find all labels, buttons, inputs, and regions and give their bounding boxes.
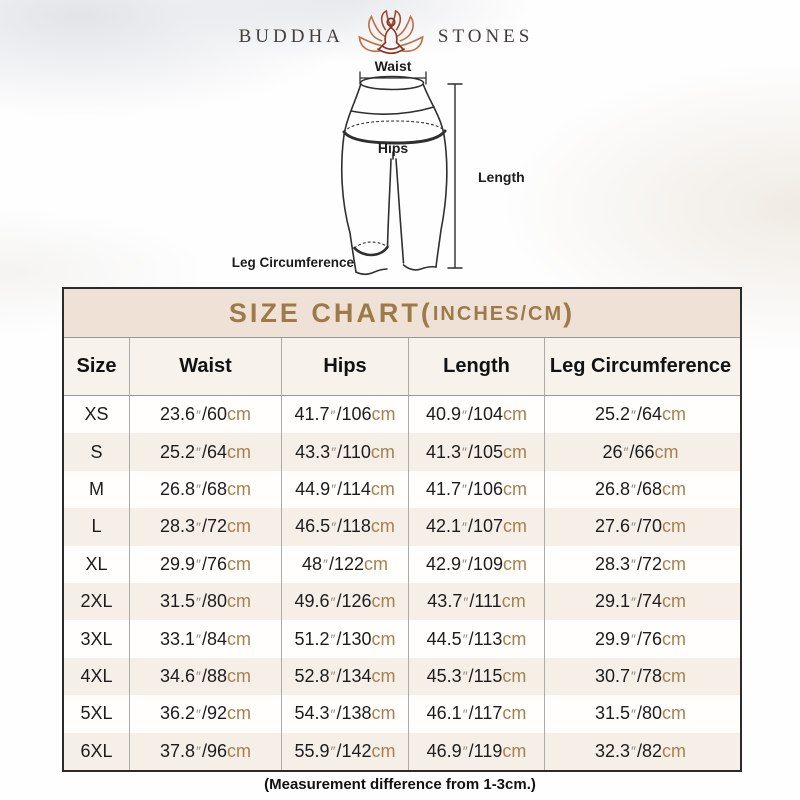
waist-value: 33.1 ″ /84 cm xyxy=(129,620,281,657)
brand-name-right: STONES xyxy=(437,26,534,47)
header-cell-size: Size xyxy=(76,355,117,377)
waist-value: 23.6 ″ /60 cm xyxy=(129,396,281,433)
hips-value: 48 ″ /122 cm xyxy=(281,546,408,583)
table-row-xs xyxy=(64,396,740,433)
length-value: 40.9 ″ /104 cm xyxy=(408,396,544,433)
waist-value: 29.9 ″ /76 cm xyxy=(129,546,281,583)
hips-value: 41.7 ″ /106 cm xyxy=(281,396,408,433)
header-cell-length: Length xyxy=(408,338,544,395)
size-value: 3XL xyxy=(80,628,113,649)
length-value: 46.1 ″ /117 cm xyxy=(408,695,544,732)
table-row-m xyxy=(64,471,740,508)
length-value: 44.5 ″ /113 cm xyxy=(408,620,544,657)
brand-name-left: BUDDHA xyxy=(238,26,344,47)
hips-value: 44.9 ″ /114 cm xyxy=(281,471,408,508)
waist-value: 31.5 ″ /80 cm xyxy=(129,583,281,620)
size-table-body xyxy=(64,396,740,770)
waist-label: Waist xyxy=(374,58,412,74)
leg-value: 29.9 ″ /76 cm xyxy=(544,620,736,657)
length-value: 45.3 ″ /115 cm xyxy=(408,658,544,695)
length-value: 41.7 ″ /106 cm xyxy=(408,471,544,508)
waist-value: 34.6 ″ /88 cm xyxy=(129,658,281,695)
measurement-note: (Measurement difference from 1-3cm.) xyxy=(264,776,536,793)
size-value: L xyxy=(91,516,102,537)
size-chart-title xyxy=(64,289,740,338)
leg-value: 30.7 ″ /78 cm xyxy=(544,658,736,695)
size-value: 5XL xyxy=(80,703,113,724)
waist-value: 28.3 ″ /72 cm xyxy=(129,508,281,545)
table-row-3xl xyxy=(64,620,740,657)
size-value: XS xyxy=(84,404,109,425)
table-row-4xl xyxy=(64,658,740,695)
size-value: XL xyxy=(85,553,108,574)
leg-value: 29.1 ″ /74 cm xyxy=(544,583,736,620)
title-unit: INCHES/CM xyxy=(432,303,564,325)
hips-value: 43.3 ″ /110 cm xyxy=(281,433,408,470)
size-value: M xyxy=(89,478,104,499)
waist-value: 37.8 ″ /96 cm xyxy=(129,733,281,770)
header-cell-hips: Hips xyxy=(281,338,408,395)
table-header-row xyxy=(64,338,740,396)
hips-value: 46.5 ″ /118 cm xyxy=(281,508,408,545)
table-row-l xyxy=(64,508,740,545)
leg-value: 26.8 ″ /68 cm xyxy=(544,471,736,508)
length-value: 46.9 ″ /119 cm xyxy=(408,733,544,770)
length-label: Length xyxy=(478,169,525,185)
title-suffix: ) xyxy=(563,297,576,328)
size-value: S xyxy=(90,441,103,462)
size-value: 2XL xyxy=(80,591,113,612)
hips-value: 49.6 ″ /126 cm xyxy=(281,583,408,620)
leg-value: 25.2 ″ /64 cm xyxy=(544,396,736,433)
header-cell-leg-circumference: Leg Circumference xyxy=(544,338,736,395)
size-chart-table xyxy=(62,287,742,772)
table-row-6xl xyxy=(64,733,740,770)
length-value: 42.1 ″ /107 cm xyxy=(408,508,544,545)
table-row-2xl xyxy=(64,583,740,620)
table-row-xl xyxy=(64,546,740,583)
waist-value: 36.2 ″ /92 cm xyxy=(129,695,281,732)
length-value: 41.3 ″ /105 cm xyxy=(408,433,544,470)
leg-value: 27.6 ″ /70 cm xyxy=(544,508,736,545)
leg-value: 26 ″ /66 cm xyxy=(544,433,736,470)
size-value: 6XL xyxy=(80,740,113,761)
leg-value: 28.3 ″ /72 cm xyxy=(544,546,736,583)
hips-value: 54.3 ″ /138 cm xyxy=(281,695,408,732)
hips-label: Hips xyxy=(377,140,409,156)
waist-value: 26.8 ″ /68 cm xyxy=(129,471,281,508)
waist-value: 25.2 ″ /64 cm xyxy=(129,433,281,470)
hips-value: 51.2 ″ /130 cm xyxy=(281,620,408,657)
table-row-s xyxy=(64,433,740,470)
hips-value: 52.8 ″ /134 cm xyxy=(281,658,408,695)
leg-value: 32.3 ″ /82 cm xyxy=(544,733,736,770)
pants-measurement-diagram xyxy=(230,55,530,285)
title-prefix: SIZE CHART( xyxy=(228,297,433,328)
hips-value: 55.9 ″ /142 cm xyxy=(281,733,408,770)
length-value: 42.9 ″ /109 cm xyxy=(408,546,544,583)
leg-circumference-label: Leg Circumference xyxy=(231,255,354,270)
table-row-5xl xyxy=(64,695,740,732)
size-value: 4XL xyxy=(80,665,113,686)
header-cell-waist: Waist xyxy=(129,338,281,395)
length-value: 43.7 ″ /111 cm xyxy=(408,583,544,620)
leg-value: 31.5 ″ /80 cm xyxy=(544,695,736,732)
